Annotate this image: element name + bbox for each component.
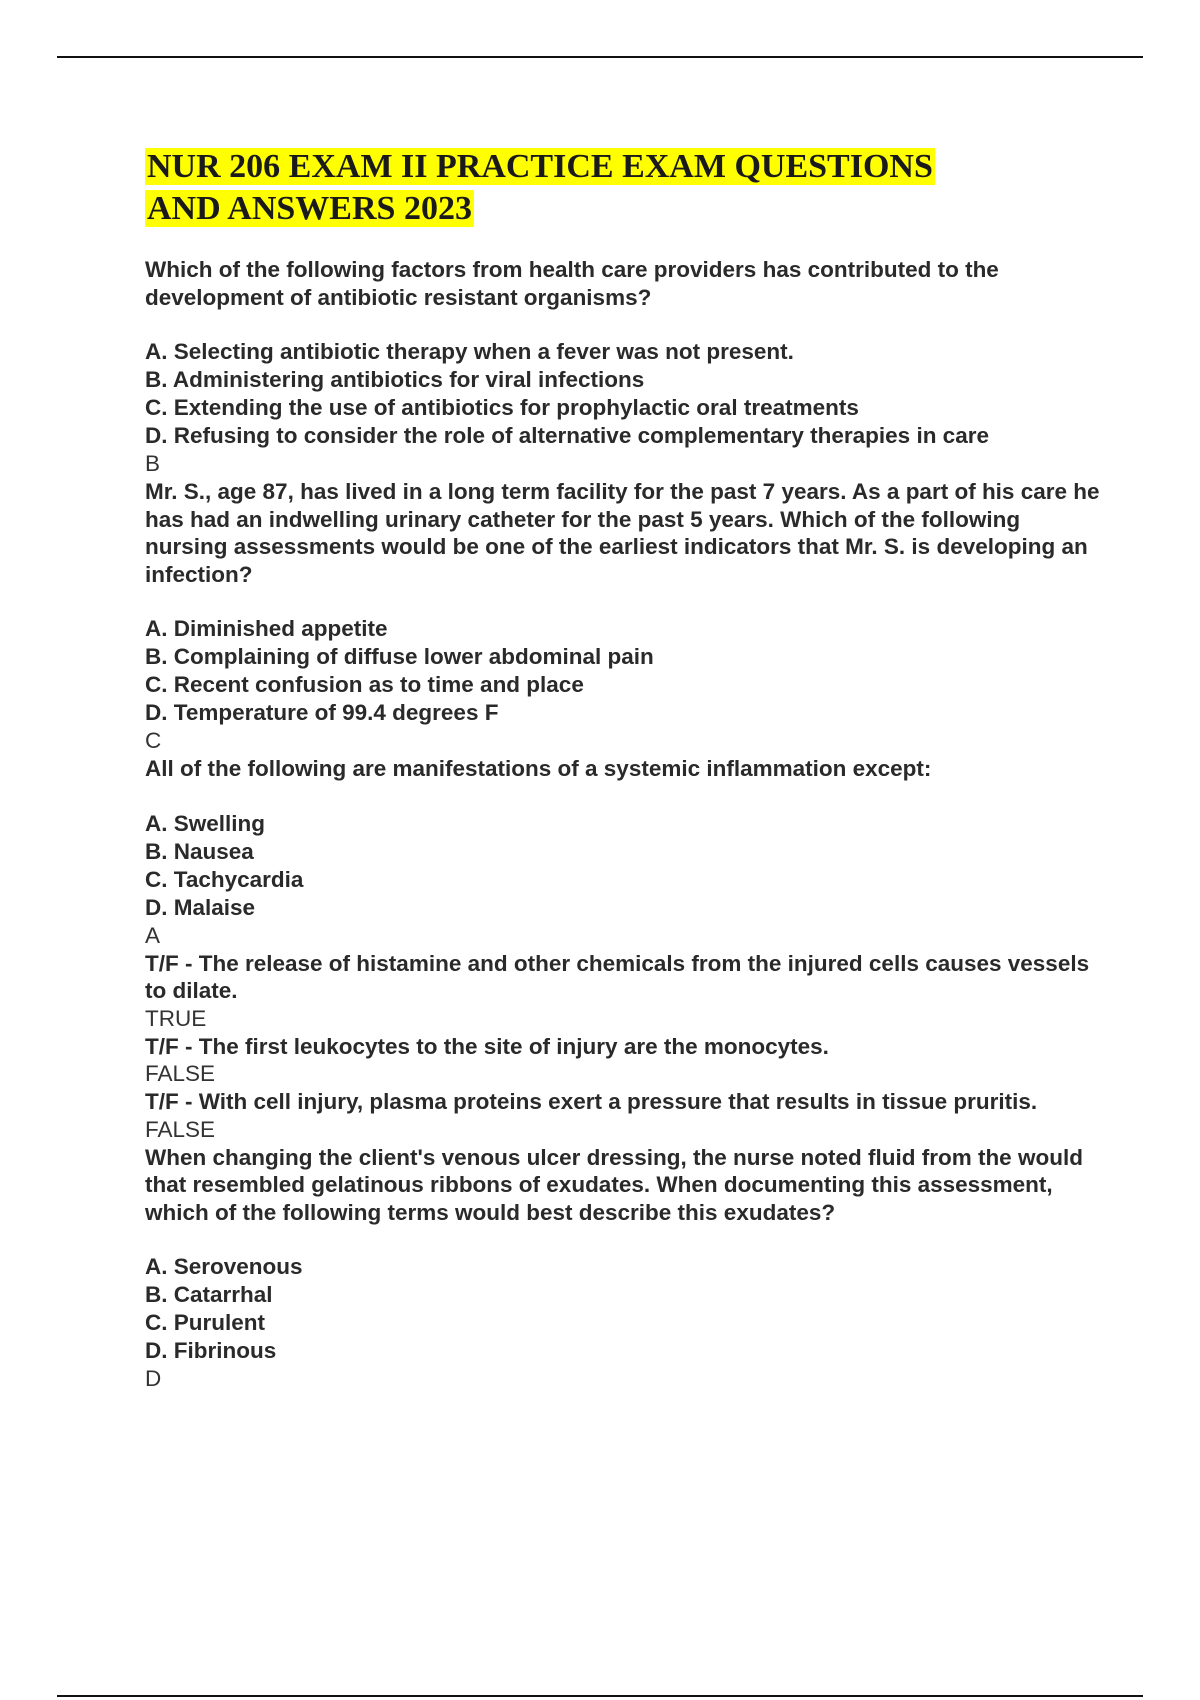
question-block: [145, 256, 1100, 478]
question-text: Which of the following factors from health care providers has contributed to the development of antibiotic resistant organisms?: [145, 257, 999, 310]
option-item: C. Tachycardia: [145, 866, 304, 892]
question-text: T/F - The first leukocytes to the site of injury are the monocytes.: [145, 1033, 829, 1059]
option-item: A. Serovenous: [145, 1254, 303, 1279]
option-item: B. Nausea: [145, 838, 254, 864]
option-item: B. Administering antibiotics for viral infections: [145, 367, 645, 392]
document-title: [145, 146, 1100, 230]
option-item: A. Selecting antibiotic therapy when a fever was not present.: [145, 339, 794, 364]
question-block: [145, 950, 1100, 1033]
question-block: [145, 755, 1100, 950]
answer-text: TRUE: [145, 1005, 207, 1031]
option-item: D. Refusing to consider the role of alternative complementary therapies in care: [145, 423, 989, 448]
answer-text: C: [145, 728, 162, 753]
question-block: [145, 1033, 1100, 1089]
question-text: Mr. S., age 87, has lived in a long term facility for the past 7 years. As a part of his care he has had an indwelling urinary catheter for the past 5 years. Which of the following nursing assessments would be one of the earliest indicators that Mr. S. is developing an infection?: [145, 479, 1100, 587]
answer-text: D: [145, 1366, 162, 1391]
top-rule: [57, 56, 1143, 58]
question-block: [145, 1088, 1100, 1144]
option-item: D. Temperature of 99.4 degrees F: [145, 700, 499, 725]
option-item: D. Malaise: [145, 894, 256, 920]
option-item: D. Fibrinous: [145, 1338, 277, 1363]
option-item: C. Extending the use of antibiotics for prophylactic oral treatments: [145, 395, 859, 420]
option-item: B. Catarrhal: [145, 1282, 273, 1307]
option-item: A. Diminished appetite: [145, 616, 388, 641]
option-list: [145, 338, 1100, 450]
question-block: [145, 1144, 1100, 1394]
option-item: C. Purulent: [145, 1310, 266, 1335]
question-text: When changing the client's venous ulcer dressing, the nurse noted fluid from the would that resembled gelatinous ribbons of exudates. When documenting this assessment, which of the following terms would best describe this exudates?: [145, 1144, 1083, 1225]
document-body: [145, 146, 1100, 1393]
question-text: T/F - The release of histamine and other chemicals from the injured cells causes vessels to dilate.: [145, 950, 1090, 1003]
answer-text: FALSE: [145, 1061, 216, 1086]
option-item: A. Swelling: [145, 810, 266, 836]
answer-text: A: [145, 922, 161, 948]
title-line-1: NUR 206 EXAM II PRACTICE EXAM QUESTIONS: [147, 148, 933, 185]
answer-text: B: [145, 451, 161, 476]
option-item: C. Recent confusion as to time and place: [145, 672, 584, 697]
question-text: T/F - With cell injury, plasma proteins exert a pressure that results in tissue pruritis.: [145, 1089, 1038, 1114]
option-list: [145, 810, 1100, 922]
question-text: All of the following are manifestations of a systemic inflammation except:: [145, 756, 932, 781]
option-list: [145, 615, 1100, 727]
bottom-rule: [57, 1695, 1143, 1697]
option-item: B. Complaining of diffuse lower abdominal pain: [145, 644, 654, 669]
answer-text: FALSE: [145, 1116, 216, 1142]
title-line-2: AND ANSWERS 2023: [147, 190, 472, 227]
question-block: [145, 478, 1100, 755]
option-list: [145, 1253, 1100, 1365]
